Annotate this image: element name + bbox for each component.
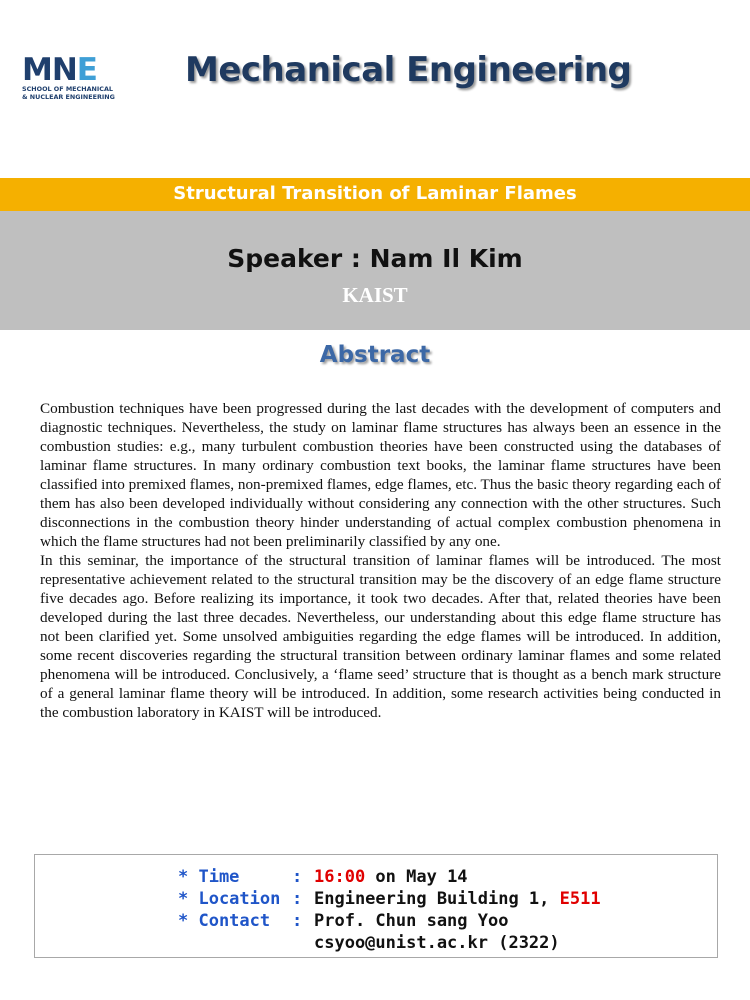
location-row [178,888,601,910]
abstract-paragraph: Combustion techniques have been progressed during the last decades with the development of computers and diagnostic techniques. Nevertheless, the study on laminar flame structures has always been an essence in the combustion studies: e.g., many turbulent combustion theories have been constructed using the databases of laminar flame structures. In many ordinary combustion text books, the laminar flame structures have been classified into premixed flames, non-premixed flames, edge flames, etc. Thus the basic theory regarding each of them has also been developed individually without considering any connection with the other structures. Such disconnections in the combustion theory hinder understanding of actual complex combustion phenomena in which the flame structures had not been preliminarily classified by any one. [40,400,721,550]
contact-separator: : [292,911,303,931]
time-separator: : [292,867,303,887]
location-label: * Location [178,889,281,909]
contact-label: * Contact [178,911,271,931]
speaker-name: Speaker : Nam Il Kim [227,244,523,273]
abstract-paragraph: In this seminar, the importance of the structural transition of laminar flames will be introduced. The most representative achievement related to the structural transition may be the discovery of an edge flame structure five decades ago. Before realizing its importance, it took two decades. After that, related theories have been developed during the last three decades. Nevertheless, our understanding about this edge flame structure has not been clarified yet. Some unsolved ambiguities regarding the edge flames will be introduced. In addition, some recent discoveries regarding the structural transition between ordinary laminar flames and some related phenomena will be introduced. Conclusively, a ‘flame seed’ structure that is thought as a bench mark structure of a general laminar flame theory will be introduced. In addition, some research activities being conducted in the combustion laboratory in KAIST will be introduced. [40,552,721,721]
contact-row [178,910,601,932]
contact-name: Prof. Chun sang Yoo [314,911,509,931]
room-value: E511 [559,889,601,909]
abstract-body [40,399,721,722]
abstract-heading: Abstract [319,342,431,368]
department-title: Mechanical Engineering [185,50,632,90]
date-value: on May 14 [365,867,468,887]
time-row [178,866,601,888]
contact-email-row [178,932,601,954]
seminar-info [178,866,601,954]
logo-wordmark: MNE [22,52,97,88]
location-value: Engineering Building 1, [314,889,560,909]
speaker-affiliation: KAIST [342,283,408,307]
location-separator: : [292,889,303,909]
contact-email[interactable]: csyoo@unist.ac.kr (2322) [314,933,560,953]
school-logo [22,52,142,105]
logo-line-2: & NUCLEAR ENGINEERING [22,93,115,101]
seminar-title: Structural Transition of Laminar Flames [173,183,577,204]
time-label: * Time [178,867,240,887]
logo-line-1: SCHOOL OF MECHANICAL [22,85,113,93]
time-value: 16:00 [314,867,366,887]
